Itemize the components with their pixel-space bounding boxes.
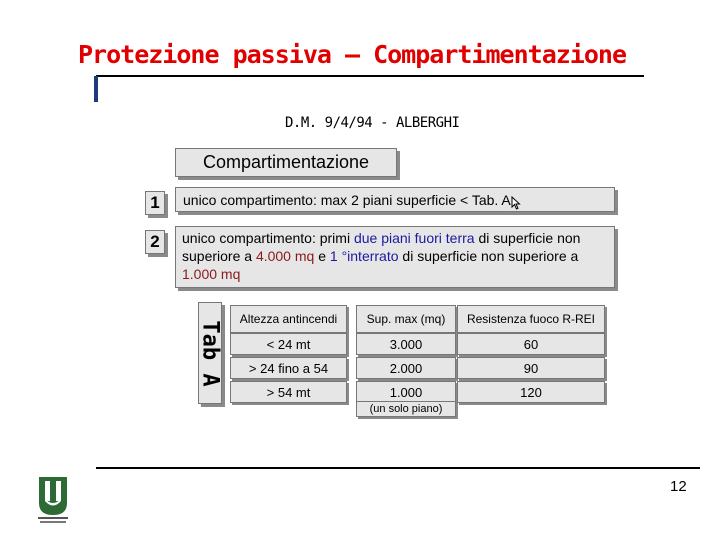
table-cell: > 24 fino a 54 <box>230 357 347 379</box>
item-2-text-a: unico compartimento: primi <box>182 230 354 246</box>
table-cell: < 24 mt <box>230 333 347 355</box>
title-accent-bar <box>94 76 98 102</box>
table-header-resistance: Resistenza fuoco R-REI <box>457 305 605 333</box>
table-cell: 2.000 <box>356 357 456 379</box>
title-underline <box>96 75 644 77</box>
table-cell: 90 <box>457 357 605 379</box>
item-text-2 <box>175 226 615 288</box>
table-cell: > 54 mt <box>230 381 347 403</box>
page-number: 12 <box>670 478 687 495</box>
slide-subtitle: D.M. 9/4/94 - ALBERGHI <box>285 115 460 131</box>
table-side-label <box>198 302 222 404</box>
mouse-cursor-icon <box>511 196 521 210</box>
item-2-text-b: di superficie non superiore a <box>182 230 581 264</box>
table-cell: 1.000 <box>356 381 456 403</box>
section-label: Compartimentazione <box>175 148 397 177</box>
item-2-text-d: di superficie non superiore a <box>398 248 579 264</box>
table-cell: 60 <box>457 333 605 355</box>
university-logo-icon <box>36 475 70 525</box>
item-number-1: 1 <box>145 191 165 215</box>
item-text-1: unico compartimento: max 2 piani superficie < Tab. A <box>175 187 615 212</box>
item-2-highlight-floors: due piani fuori terra <box>353 230 475 246</box>
item-2-text-c: e <box>314 248 330 264</box>
item-2-highlight-area-1000: 1.000 mq <box>182 266 241 282</box>
table-cell: 3.000 <box>356 333 456 355</box>
table-cell: 120 <box>457 381 605 403</box>
item-2-highlight-basement: 1 °interrato <box>329 248 399 264</box>
table-note: (un solo piano) <box>356 401 456 417</box>
slide-title: Protezione passiva – Compartimentazione <box>78 40 626 69</box>
item-2-highlight-area-4000: 4.000 mq <box>255 248 315 264</box>
item-number-2: 2 <box>145 230 165 254</box>
table-header-height: Altezza antincendi <box>230 305 347 333</box>
footer-rule <box>96 467 700 469</box>
table-side-label-text: Tab A <box>197 319 223 387</box>
table-header-area: Sup. max (mq) <box>356 305 456 333</box>
